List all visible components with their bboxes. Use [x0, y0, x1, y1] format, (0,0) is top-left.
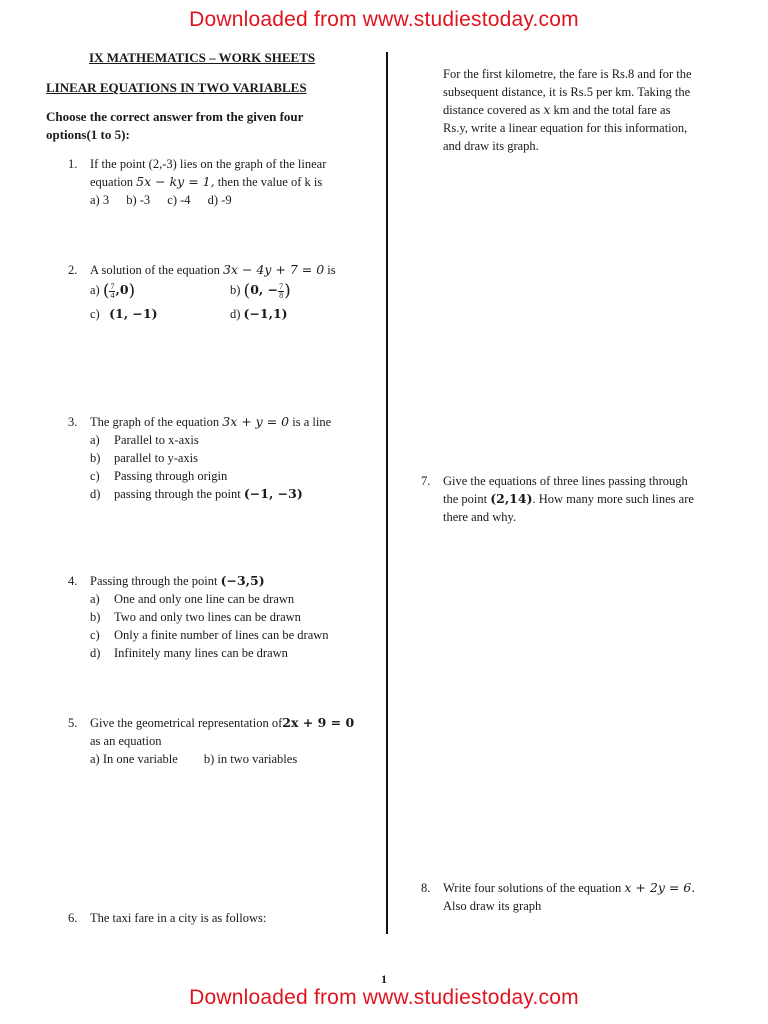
question-number: 1.	[68, 157, 78, 171]
option-label: b)	[90, 451, 101, 465]
option-text: Passing through origin	[114, 469, 228, 483]
question-1	[68, 155, 326, 209]
instruction-line-2: options(1 to 5):	[46, 127, 130, 142]
option-d	[230, 305, 288, 323]
question-text: A solution of the equation	[90, 263, 223, 277]
question-number: 8.	[421, 881, 431, 895]
instruction-line-1: Choose the correct answer from the given four	[46, 109, 304, 124]
option-d: d) -9	[207, 193, 232, 207]
denominator: 4	[110, 290, 115, 300]
question-7	[421, 472, 694, 526]
question-text: distance covered as	[443, 103, 544, 117]
option-b	[68, 608, 329, 626]
option-label: b)	[90, 610, 101, 624]
option-b	[68, 449, 331, 467]
equation: (2,14)	[490, 491, 533, 506]
question-text: equation	[90, 175, 137, 189]
option-label: d)	[90, 646, 101, 660]
option-a: a) 3	[90, 193, 110, 207]
equation: 5x − ky = 1,	[136, 174, 215, 189]
chapter-heading: LINEAR EQUATIONS IN TWO VARIABLES	[46, 80, 307, 95]
question-4	[68, 572, 329, 662]
question-6	[68, 909, 266, 927]
question-text: Rs.y, write a linear equation for this information,	[443, 121, 688, 135]
question-text: If the point (2,-3) lies on the graph of the linear	[90, 157, 327, 171]
option-d	[68, 644, 329, 662]
question-text: subsequent distance, it is Rs.5 per km. Taking the	[443, 85, 691, 99]
option-value: (−1, −3)	[243, 486, 303, 501]
option-text: Infinitely many lines can be drawn	[114, 646, 288, 660]
question-text: Write four solutions of the equation	[443, 881, 625, 895]
question-number: 3.	[68, 415, 78, 429]
column-divider	[386, 52, 388, 934]
option-a: a) In one variable	[90, 752, 178, 766]
question-text: as an equation	[90, 734, 162, 748]
option-label: a)	[90, 592, 100, 606]
option-value: (−1,1)	[243, 306, 288, 321]
option-label: a)	[90, 433, 100, 447]
question-2	[68, 261, 378, 325]
question-text: is a line	[289, 415, 332, 429]
question-text: Passing through the point	[90, 574, 221, 588]
option-label: c)	[90, 628, 100, 642]
option-d	[68, 485, 331, 503]
page-number: 1	[381, 972, 387, 986]
question-text: km and the total fare as	[550, 103, 671, 117]
question-text: and draw its graph.	[443, 139, 539, 153]
option-text: Only a finite number of lines can be drawn	[114, 628, 329, 642]
option-c: c) -4	[167, 193, 191, 207]
question-6-continued	[443, 65, 692, 155]
option-label: d)	[230, 307, 241, 321]
question-text: Give the geometrical representation of	[90, 716, 283, 730]
numerator: 7	[110, 281, 115, 291]
question-number: 4.	[68, 574, 78, 588]
option-a	[68, 431, 331, 449]
option-b: b) in two variables	[203, 752, 298, 766]
question-text: For the first kilometre, the fare is Rs.8 and for the	[443, 67, 692, 81]
option-c	[68, 467, 331, 485]
option-label: a)	[90, 283, 100, 297]
question-text: there and why.	[443, 510, 517, 524]
equation: 2x + 9 = 0	[282, 715, 355, 730]
numerator: 7	[279, 281, 284, 291]
option-text: passing through the point	[114, 487, 244, 501]
option-c	[90, 305, 158, 323]
instructions	[46, 108, 303, 144]
equation: 3x + y = 0	[222, 414, 290, 429]
question-text: then the value of k is	[214, 175, 323, 189]
option-text: Two and only two lines can be drawn	[114, 610, 301, 624]
option-a	[68, 590, 329, 608]
question-number: 7.	[421, 474, 431, 488]
option-a: a) ( $\frac{7}{4}$ ,0)	[90, 281, 136, 302]
equation: 3x − 4y + 7 = 0	[222, 262, 325, 277]
option-value: ,0	[115, 282, 129, 297]
question-8	[421, 879, 695, 915]
equation: x + 2y = 6.	[624, 880, 696, 895]
option-label: d)	[90, 487, 101, 501]
option-text: One and only one line can be drawn	[114, 592, 295, 606]
question-text: the point	[443, 492, 491, 506]
question-text: The graph of the equation	[90, 415, 223, 429]
question-text: is	[324, 263, 336, 277]
equation: (−3,5)	[220, 573, 265, 588]
question-number: 6.	[68, 911, 78, 925]
download-banner-top: Downloaded from www.studiestoday.com	[189, 8, 579, 31]
option-label: c)	[90, 307, 100, 321]
option-text: Parallel to x-axis	[114, 433, 199, 447]
question-number: 2.	[68, 263, 78, 277]
download-banner-bottom: Downloaded from www.studiestoday.com	[189, 986, 579, 1009]
question-text: Give the equations of three lines passing through	[443, 474, 688, 488]
option-label: c)	[90, 469, 100, 483]
option-text: parallel to y-axis	[114, 451, 198, 465]
option-label: b)	[230, 283, 241, 297]
question-number: 5.	[68, 716, 78, 730]
option-value: 0, −	[250, 282, 279, 297]
question-text: Also draw its graph	[443, 899, 542, 913]
worksheet-title: IX MATHEMATICS – WORK SHEETS	[89, 50, 316, 65]
option-value: (1, −1)	[109, 306, 158, 321]
question-5	[68, 714, 354, 768]
question-text: . How many more such lines are	[532, 492, 694, 506]
denominator: 8	[279, 290, 284, 300]
question-text: The taxi fare in a city is as follows:	[90, 911, 267, 925]
option-c	[68, 626, 329, 644]
option-b: b) -3	[126, 193, 151, 207]
variable: x	[543, 102, 551, 117]
option-b: b) (0, − $\frac{7}{8}$ )	[230, 281, 291, 302]
question-3	[68, 413, 331, 503]
